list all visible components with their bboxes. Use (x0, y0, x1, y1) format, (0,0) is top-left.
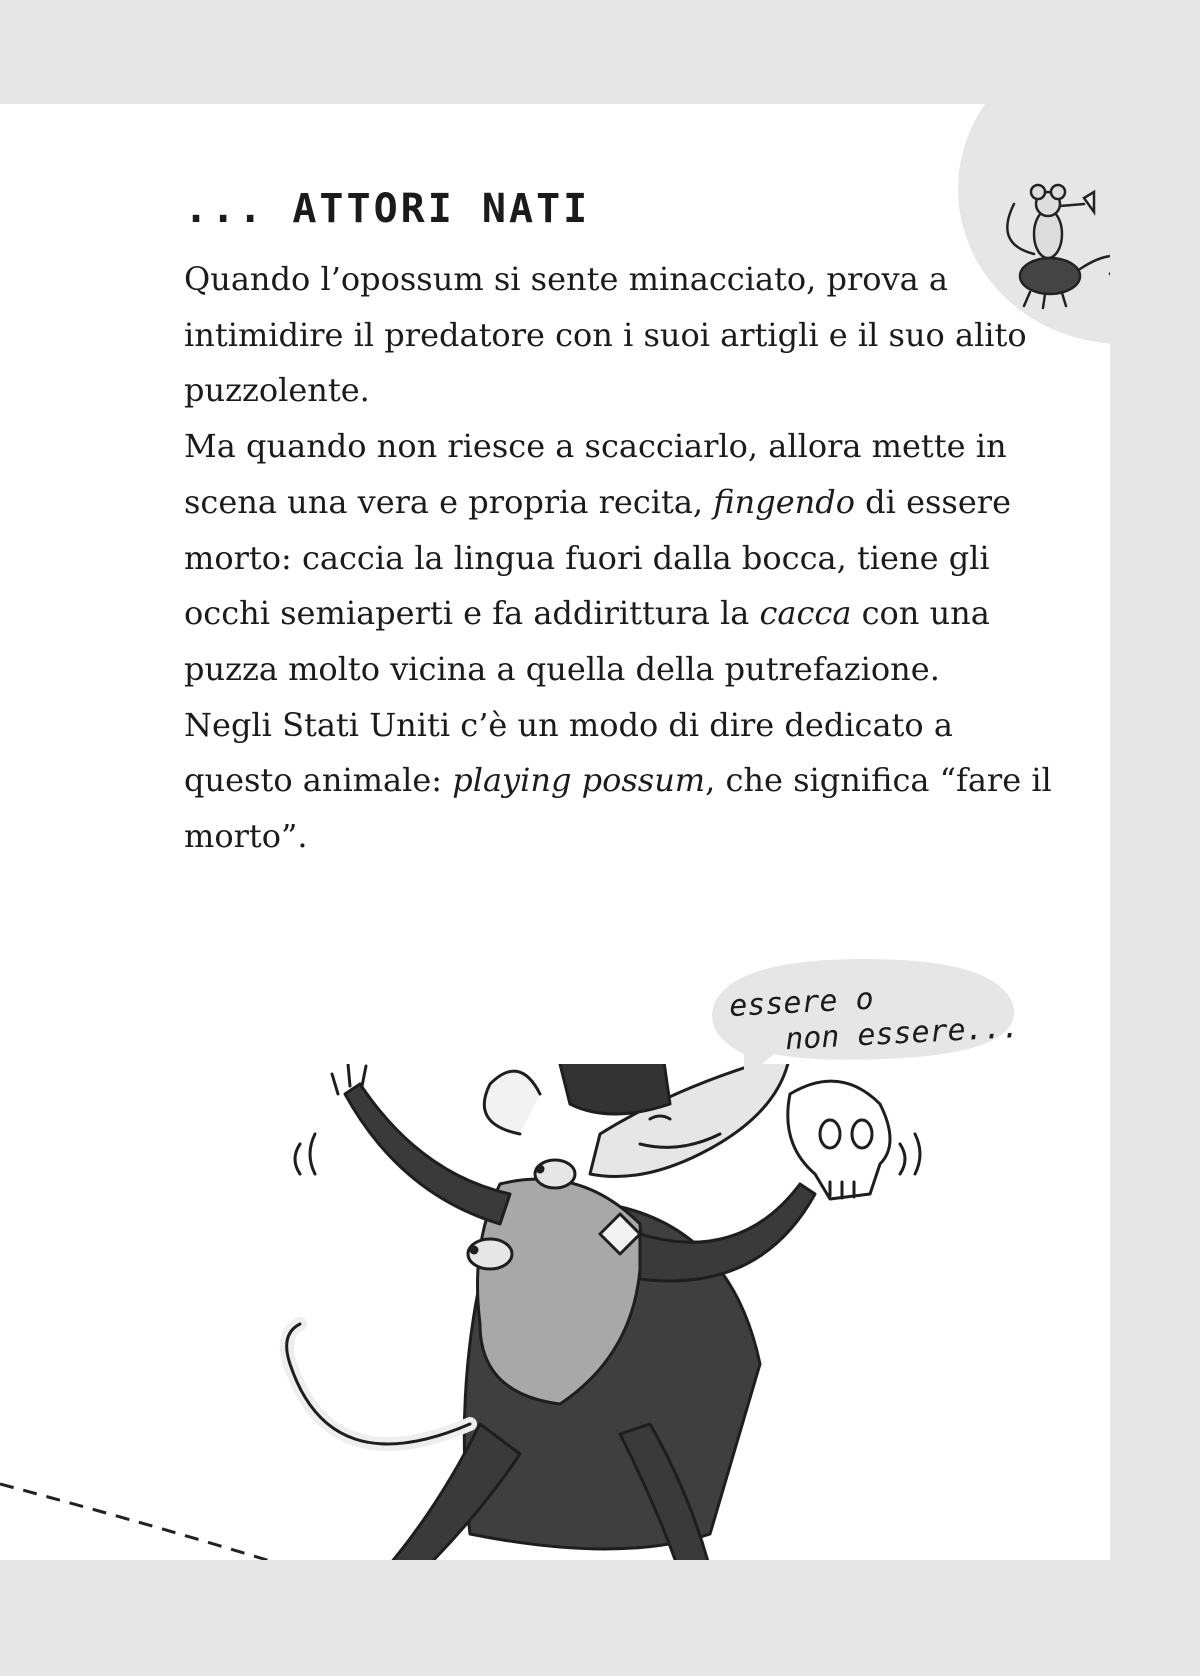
text-run: Ma quando non riesce a scacciarlo, allora mette in scena una vera e propria recita, (184, 427, 1007, 521)
section-heading: ... ATTORI NATI (184, 186, 591, 232)
text-run: Negli Stati Uniti c’è un modo di dire dedicato a questo animale: (184, 705, 953, 800)
speech-bubble-text (728, 975, 1021, 1061)
italic-run: fingendo (713, 482, 855, 521)
paragraph-1 (184, 252, 1064, 419)
italic-run: cacca (759, 594, 852, 633)
text-run: di essere morto: caccia la lingua fuori dalla bocca, tiene gli occhi semiaperti e fa addirittura la (184, 482, 1012, 633)
speech-line-1: essere o (728, 981, 875, 1025)
text-run: Quando l’opossum si sente minacciato, prova a intimidire il predatore con i suoi artigli e il suo alito puzzolente. (184, 260, 1027, 410)
italic-run: playing possum (452, 761, 706, 800)
paragraph-3 (184, 698, 1064, 865)
text-run: con una puzza molto vicina a quella della putrefazione. (184, 594, 990, 688)
opossum-actor-with-skull-illustration (0, 1064, 1110, 1560)
speech-line-2: non essere... (784, 1009, 1021, 1058)
text-run: , che significa “fare il morto”. (184, 761, 1052, 856)
body-text (184, 252, 1064, 865)
paragraph-2 (184, 419, 1064, 698)
